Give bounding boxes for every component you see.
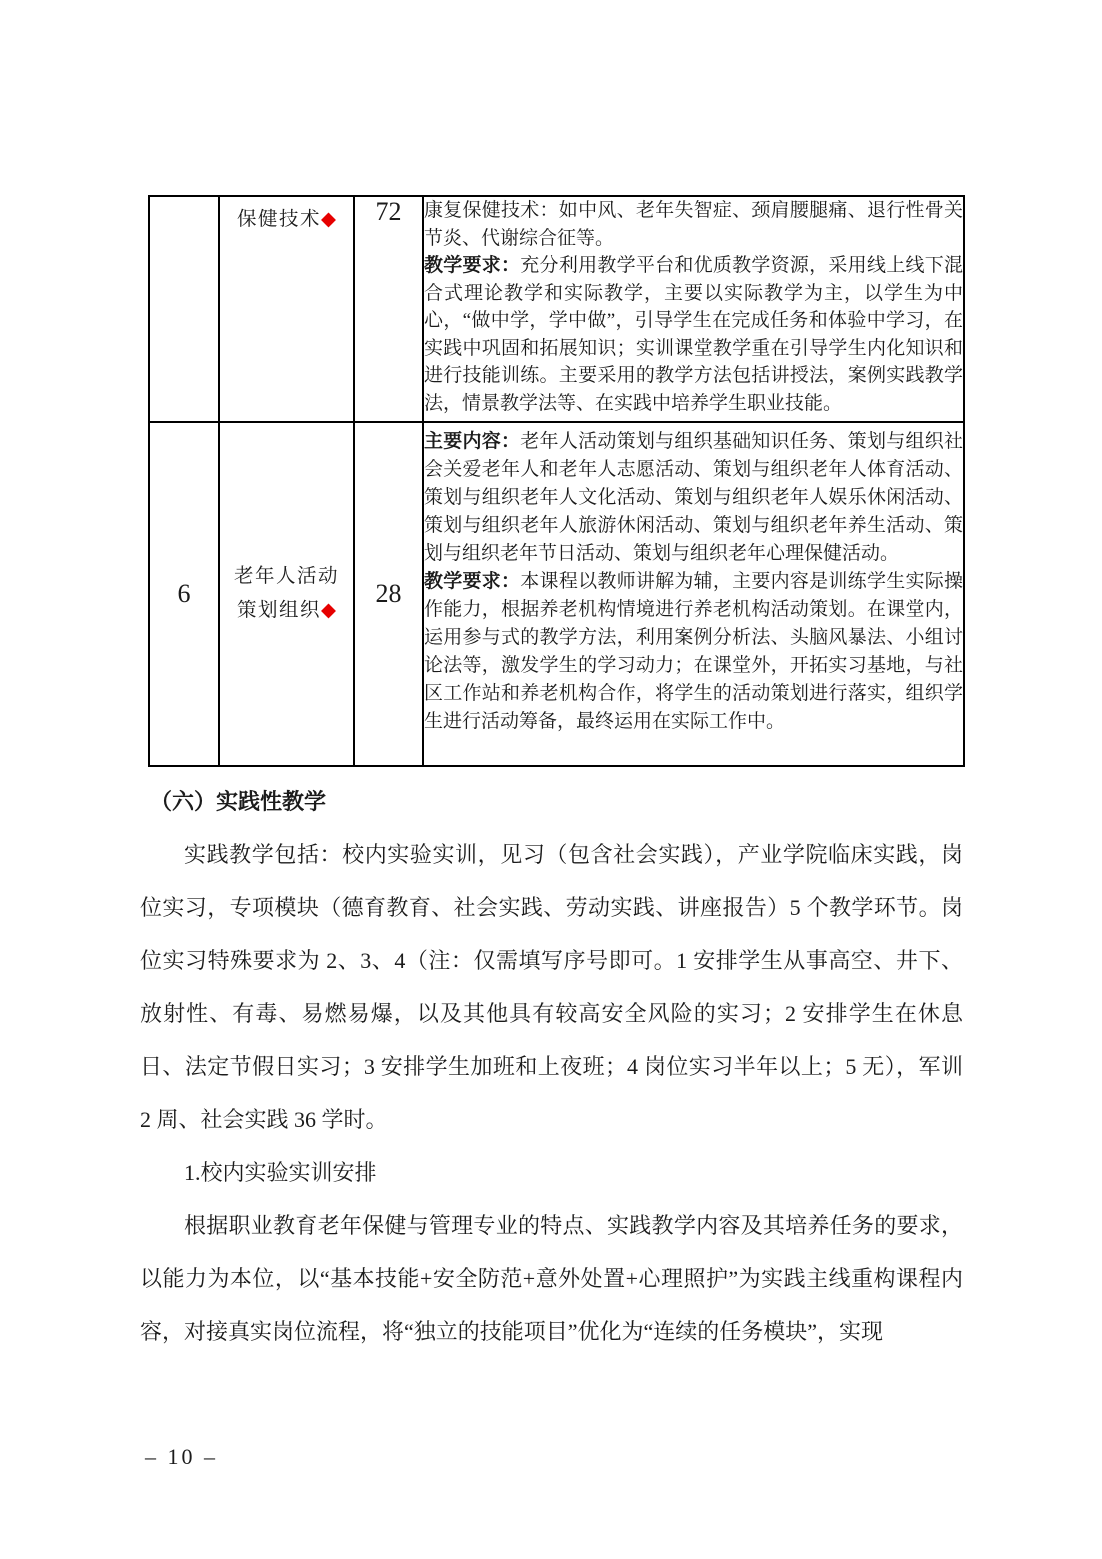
table-row-activity-planning: [149, 422, 964, 766]
paragraph-text: 康复保健技术：如中风、老年失智症、颈肩腰腿痛、退行性骨关节炎、代谢综合征等。: [424, 200, 963, 249]
page-number: – 10 –: [145, 1444, 218, 1469]
paragraph-label: 教学要求：: [424, 255, 521, 276]
content-paragraph: [424, 568, 963, 736]
content-paragraph: [424, 428, 963, 568]
content-paragraph: [424, 197, 963, 252]
paragraph-text: 本课程以教师讲解为辅，主要内容是训练学生实际操作能力，根据养老机构情境进行养老机构活动策划。在课堂内，运用参与式的教学方法，利用案例分析法、头脑风暴法、小组讨论法等，激发学生的学习动力；在课堂外，开拓实习基地，与社区工作站和养老机构合作，将学生的活动策划进行落实，组织学生进行活动筹备，最终运用在实际工作中。: [424, 571, 963, 732]
course-name-line2: [220, 594, 353, 628]
red-diamond-icon: ◆: [321, 600, 336, 621]
course-name-cell: [219, 422, 354, 766]
paragraph-text: 老年人活动策划与组织基础知识任务、策划与组织社会关爱老年人和老年人志愿活动、策划与组织老年人体育活动、策划与组织老年人文化活动、策划与组织老年人娱乐休闲活动、策划与组织老年人旅游休闲活动、策划与组织老年养生活动、策划与组织老年节日活动、策划与组织老年心理保健活动。: [424, 431, 963, 564]
course-name-cell: [219, 196, 354, 422]
paragraph-label: 教学要求：: [424, 571, 521, 592]
table-row-health-tech: [149, 196, 964, 422]
course-name-line1: [220, 560, 353, 594]
course-name-text: 老年人活动: [233, 566, 339, 587]
red-diamond-icon: ◆: [321, 209, 336, 230]
training-arrangement-paragraph: 根据职业教育老年保健与管理专业的特点、实践教学内容及其培养任务的要求，以能力为本位，以“基本技能+安全防范+意外处置+心理照护”为实践主线重构课程内容，对接真实岗位流程，将“独立的技能项目”优化为“连续的任务模块”，实现: [140, 1213, 963, 1344]
body-content: [140, 775, 963, 1358]
paragraph-text: 充分利用教学平台和优质教学资源，采用线上线下混合式理论教学和实际教学，主要以实际教学为主，以学生为中心，“做中学，学中做”，引导学生在完成任务和体验中学习，在实践中巩固和拓展知识；实训课堂教学重在引导学生内化知识和进行技能训练。主要采用的教学方法包括讲授法，案例实践教学法，情景教学法等、在实践中培养学生职业技能。: [424, 255, 963, 414]
seq-value: 6: [177, 579, 191, 608]
course-content-cell: [423, 196, 964, 422]
hours-value: 72: [375, 197, 402, 226]
seq-cell: [149, 422, 219, 766]
hours-cell: [354, 422, 423, 766]
section-heading: （六）实践性教学: [150, 789, 327, 814]
subheading-campus-training: 1.校内实验实训安排: [184, 1160, 377, 1185]
hours-cell: [354, 196, 423, 422]
practice-teaching-paragraph: 实践教学包括：校内实验实训，见习（包含社会实践），产业学院临床实践，岗位实习，专项模块（德育教育、社会实践、劳动实践、讲座报告）5 个教学环节。岗位实习特殊要求为 2、3、4（注：仅需填写序号即可。1 安排学生从事高空、井下、放射性、有毒、易燃易爆，以及其他具有较高安全风险的实习；2 安排学生在休息日、法定节假日实习；3 安排学生加班和上夜班；4 岗位实习半年以上；5 无），军训 2 周、社会实践 36 学时。: [140, 842, 963, 1132]
course-name-text: 策划组织: [236, 600, 321, 621]
content-paragraph: [424, 252, 963, 417]
hours-value: 28: [375, 579, 402, 608]
course-name: [220, 203, 353, 237]
paragraph-label: 主要内容：: [424, 431, 521, 452]
seq-cell: [149, 196, 219, 422]
course-name-text: 保健技术: [236, 209, 321, 230]
course-content-cell: [423, 422, 964, 766]
course-table: [148, 195, 965, 767]
